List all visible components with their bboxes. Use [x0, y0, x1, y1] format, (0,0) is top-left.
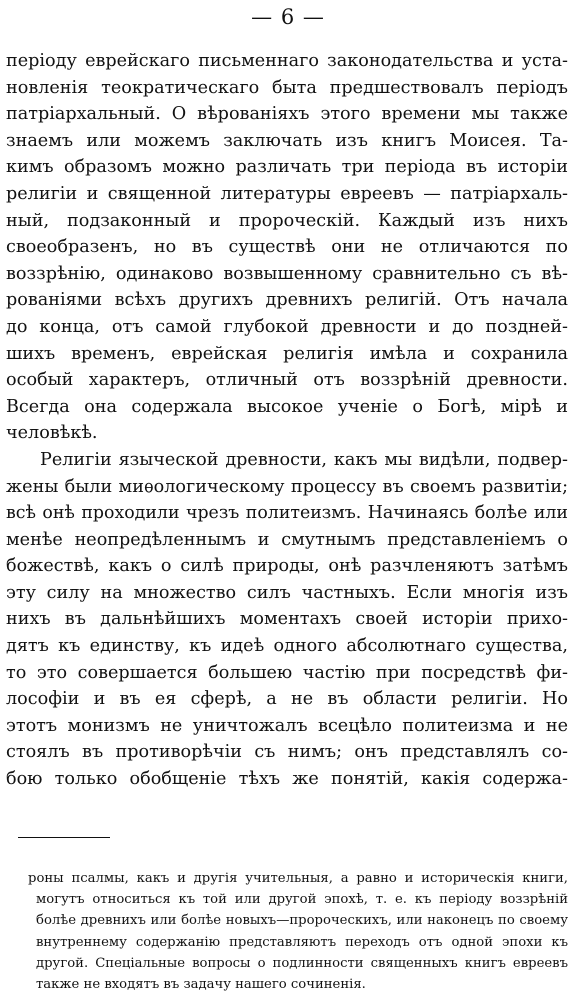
main-text	[6, 48, 568, 793]
text-line: періоду еврейскаго письменнаго законодательства и уста-	[6, 51, 568, 71]
text-line: шихъ временъ, еврейская религія имѣла и сохранила	[6, 343, 568, 364]
text-line: эту силу на множество силъ частныхъ. Если многія изъ	[6, 582, 568, 603]
footnote-line: болѣе древнихъ или болѣе новыхъ—пророческихъ, или наконецъ по своему	[36, 913, 568, 929]
text-line: бою только обобщеніе тѣхъ же понятій, какія содержа-	[6, 769, 568, 790]
text-line: новленія теократическаго быта предшествовалъ періодъ	[6, 77, 568, 98]
text-line: кимъ образомъ можно различать три періода въ исторіи	[6, 157, 568, 178]
text-line: стоялъ въ противорѣчіи съ нимъ; онъ представлялъ со-	[6, 742, 568, 763]
page-number: — 6 —	[251, 5, 325, 29]
text-line: дятъ къ единству, къ идеѣ одного абсолютнаго существа,	[6, 636, 568, 657]
footnote-line: роны псалмы, какъ и другія учительныя, а равно и историческія книги,	[28, 871, 568, 886]
text-line: то это совершается большею частію при посредствѣ фи-	[6, 662, 568, 683]
text-line: человѣкѣ.	[6, 423, 98, 444]
footnote-divider	[18, 837, 110, 838]
text-line: Религіи языческой древности, какъ мы видѣли, подвер-	[40, 449, 568, 470]
text-line: религіи и священной литературы евреевъ — патріархаль-	[6, 183, 568, 204]
text-line: жены были миѳологическому процессу въ своемъ развитіи;	[6, 476, 568, 497]
text-line: патріархальный. О вѣрованіяхъ этого времени мы также	[6, 104, 568, 125]
footnote	[28, 868, 568, 995]
text-line: Всегда она содержала высокое ученіе о Богѣ, мірѣ и	[6, 396, 568, 417]
text-line: божествѣ, какъ о силѣ природы, онѣ разчленяютъ затѣмъ	[6, 556, 568, 577]
footnote-line: другой. Спеціальные вопросы о подлинности священныхъ книгъ евреевъ	[36, 955, 568, 971]
text-line: знаемъ или можемъ заключать изъ книгъ Моисея. Та-	[6, 130, 568, 151]
text-line: воззрѣнію, одинаково возвышенному сравнительно съ вѣ-	[6, 263, 568, 284]
text-line: этотъ монизмъ не уничтожалъ всецѣло политеизма и не	[6, 715, 568, 736]
text-line: менѣе неопредѣленнымъ и смутнымъ представленіемъ о	[6, 529, 568, 550]
text-line: рованіями всѣхъ другихъ древнихъ религій. Отъ начала	[6, 290, 568, 311]
footnote-line: могутъ относиться къ той или другой эпохѣ, т. е. къ періоду воззрѣній	[36, 892, 568, 908]
text-line: особый характеръ, отличный отъ воззрѣній древности.	[6, 370, 568, 391]
footnote-line: также не входятъ въ задачу нашего сочиненія.	[36, 976, 366, 992]
text-line: лософіи и въ ея сферѣ, а не въ области религіи. Но	[6, 689, 568, 710]
text-line: своеобразенъ, но въ существѣ они не отличаются по	[6, 237, 568, 258]
text-line: ный, подзаконный и пророческій. Каждый изъ нихъ	[6, 210, 568, 231]
text-line: всѣ онѣ проходили чрезъ политеизмъ. Начинаясь болѣе или	[6, 503, 568, 524]
text-line: до конца, отъ самой глубокой древности и до поздней-	[6, 316, 568, 337]
text-line: нихъ въ дальнѣйшихъ моментахъ своей исторіи прихо-	[6, 609, 568, 630]
footnote-line: внутреннему содержанію представляютъ переходъ отъ одной эпохи къ	[36, 934, 568, 950]
